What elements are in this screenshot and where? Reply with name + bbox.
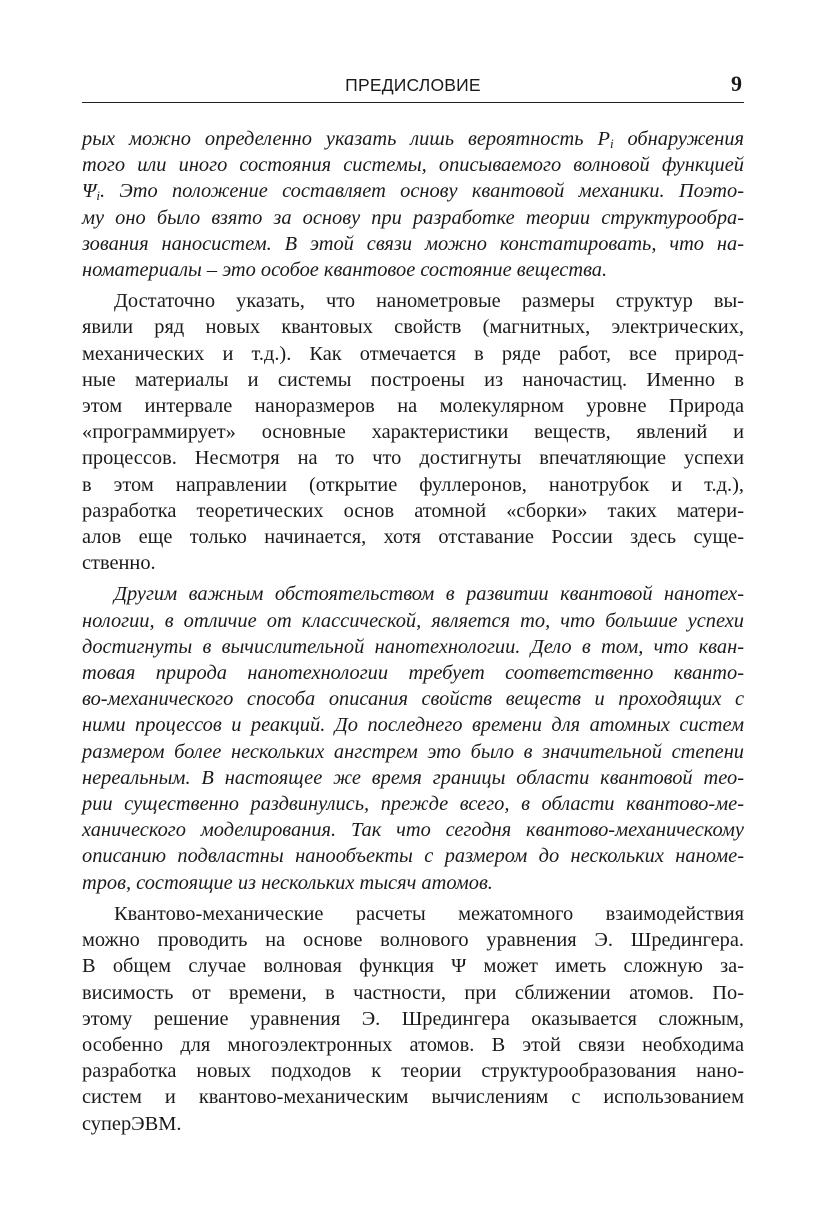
text-line bbox=[82, 393, 744, 419]
paragraph-1 bbox=[82, 126, 744, 283]
text-line bbox=[82, 765, 744, 791]
text-line-part: ними процессов и реакций. До последнего времени для атомных систем bbox=[82, 714, 744, 737]
text-line-part: во-механического способа описания свойств веществ и проходящих с bbox=[82, 688, 744, 711]
text-line-part: В общем случае волновая функция Ψ может иметь сложную за- bbox=[82, 955, 744, 978]
text-line bbox=[82, 550, 744, 576]
text-line-part: номатериалы – это особое квантовое состояние вещества. bbox=[82, 259, 608, 282]
text-line bbox=[82, 817, 744, 843]
text-line bbox=[82, 712, 744, 738]
section-title: ПРЕДИСЛОВИЕ bbox=[345, 75, 481, 95]
text-line bbox=[82, 152, 744, 178]
text-line-part: можно проводить на основе волнового уравнения Э. Шредингера. bbox=[82, 929, 744, 952]
text-line-part: висимость от времени, в частности, при сближении атомов. По- bbox=[82, 981, 744, 1004]
text-line bbox=[82, 498, 744, 524]
body-text bbox=[82, 126, 744, 1137]
text-line-part: суперЭВМ. bbox=[82, 1112, 182, 1135]
text-line-part: этому решение уравнения Э. Шредингера оказывается сложным, bbox=[82, 1007, 744, 1030]
text-line bbox=[82, 524, 744, 550]
text-line bbox=[82, 1058, 744, 1084]
text-line bbox=[82, 634, 744, 660]
text-line bbox=[82, 314, 744, 340]
text-line-part: Ψ bbox=[82, 180, 97, 203]
text-line bbox=[82, 843, 744, 869]
text-line-part: му оно было взято за основу при разработке теории структурообра- bbox=[82, 206, 744, 229]
text-line-part: разработка теоретических основ атомной «сборки» таких матери- bbox=[82, 499, 744, 522]
text-line bbox=[82, 791, 744, 817]
text-line-part: процессов. Несмотря на то что достигнуты впечатляющие успехи bbox=[82, 447, 744, 470]
text-line-part: рых можно определенно указать лишь вероятность P bbox=[82, 128, 610, 150]
text-line bbox=[82, 288, 744, 314]
text-line bbox=[82, 660, 744, 686]
text-line bbox=[82, 1084, 744, 1110]
text-line-part: нереальным. В настоящее же время границы области квантовой тео- bbox=[82, 766, 744, 789]
text-line bbox=[82, 686, 744, 712]
text-line-part: обнаружения bbox=[613, 128, 744, 150]
text-line bbox=[82, 581, 744, 607]
text-line-part: достигнуты в вычислительной нанотехнологии. Дело в том, что кван- bbox=[82, 635, 744, 658]
text-line-part: описанию подвластны нанообъекты с размером до нескольких наноме- bbox=[82, 845, 744, 868]
text-line bbox=[82, 1006, 744, 1032]
text-line-part: ханического моделирования. Так что сегодня квантово-механическому bbox=[82, 819, 744, 842]
text-line-part: . Это положение составляет основу квантовой механики. Поэто- bbox=[99, 180, 744, 203]
paragraph-4 bbox=[82, 901, 744, 1137]
paragraph-2 bbox=[82, 288, 744, 576]
text-line-part: Достаточно указать, что нанометровые размеры структур вы- bbox=[114, 290, 744, 313]
text-line bbox=[82, 419, 744, 445]
text-line-part: тров, состоящие из нескольких тысяч атомов. bbox=[82, 871, 493, 894]
text-line bbox=[82, 901, 744, 927]
text-line-part: механических и т.д.). Как отмечается в ряде работ, все природ- bbox=[82, 342, 744, 365]
text-line-part: ные материалы и системы построены из наночастиц. Именно в bbox=[82, 368, 744, 391]
text-line bbox=[82, 739, 744, 765]
text-line-part: Квантово-механические расчеты межатомного взаимодействия bbox=[114, 902, 744, 925]
text-line-part: разработка новых подходов к теории структурообразования нано- bbox=[82, 1060, 744, 1083]
text-line-part: нологии, в отличие от классической, является то, что большие успехи bbox=[82, 609, 744, 632]
text-line-part: зования наносистем. В этой связи можно констатировать, что на- bbox=[82, 232, 744, 255]
page-number: 9 bbox=[731, 71, 742, 96]
text-line-part: рии существенно раздвинулись, прежде всего, в области квантово-ме- bbox=[82, 793, 744, 816]
text-line-part: товая природа нанотехнологии требует соответственно кванто- bbox=[82, 662, 744, 685]
paragraph-3 bbox=[82, 581, 744, 895]
text-line bbox=[82, 367, 744, 393]
text-line-part: этом интервале наноразмеров на молекулярном уровне Природа bbox=[82, 395, 744, 418]
text-line-part: явили ряд новых квантовых свойств (магнитных, электрических, bbox=[82, 316, 744, 339]
text-line bbox=[82, 445, 744, 471]
subscript: i bbox=[96, 188, 100, 204]
text-line bbox=[82, 126, 744, 152]
text-line-part: в этом направлении (открытие фуллеронов, нанотрубок и т.д.), bbox=[82, 473, 744, 496]
text-line bbox=[82, 870, 744, 896]
text-line bbox=[82, 341, 744, 367]
text-line bbox=[82, 472, 744, 498]
text-line-part: размером более нескольких ангстрем это было в значительной степени bbox=[82, 740, 744, 763]
text-line bbox=[82, 231, 744, 257]
text-line bbox=[82, 980, 744, 1006]
text-line-part: «программирует» основные характеристики веществ, явлений и bbox=[82, 421, 744, 444]
text-line-part: Другим важным обстоятельством в развитии квантовой нанотех- bbox=[114, 583, 744, 606]
subscript: i bbox=[609, 136, 614, 151]
text-line-part: систем и квантово-механическим вычислениям с использованием bbox=[82, 1086, 744, 1109]
text-line bbox=[82, 178, 744, 204]
text-line bbox=[82, 205, 744, 231]
text-line-part: того или иного состояния системы, описываемого волновой функцией bbox=[82, 154, 744, 177]
text-line bbox=[82, 953, 744, 979]
text-line bbox=[82, 257, 744, 283]
text-line-part: ственно. bbox=[82, 552, 156, 575]
text-line bbox=[82, 1032, 744, 1058]
text-line-part: особенно для многоэлектронных атомов. В этой связи необходима bbox=[82, 1033, 744, 1056]
running-header bbox=[82, 72, 744, 103]
text-line-part: алов еще только начинается, хотя отставание России здесь суще- bbox=[82, 526, 744, 549]
text-line bbox=[82, 608, 744, 634]
text-line bbox=[82, 1111, 744, 1137]
text-line bbox=[82, 927, 744, 953]
